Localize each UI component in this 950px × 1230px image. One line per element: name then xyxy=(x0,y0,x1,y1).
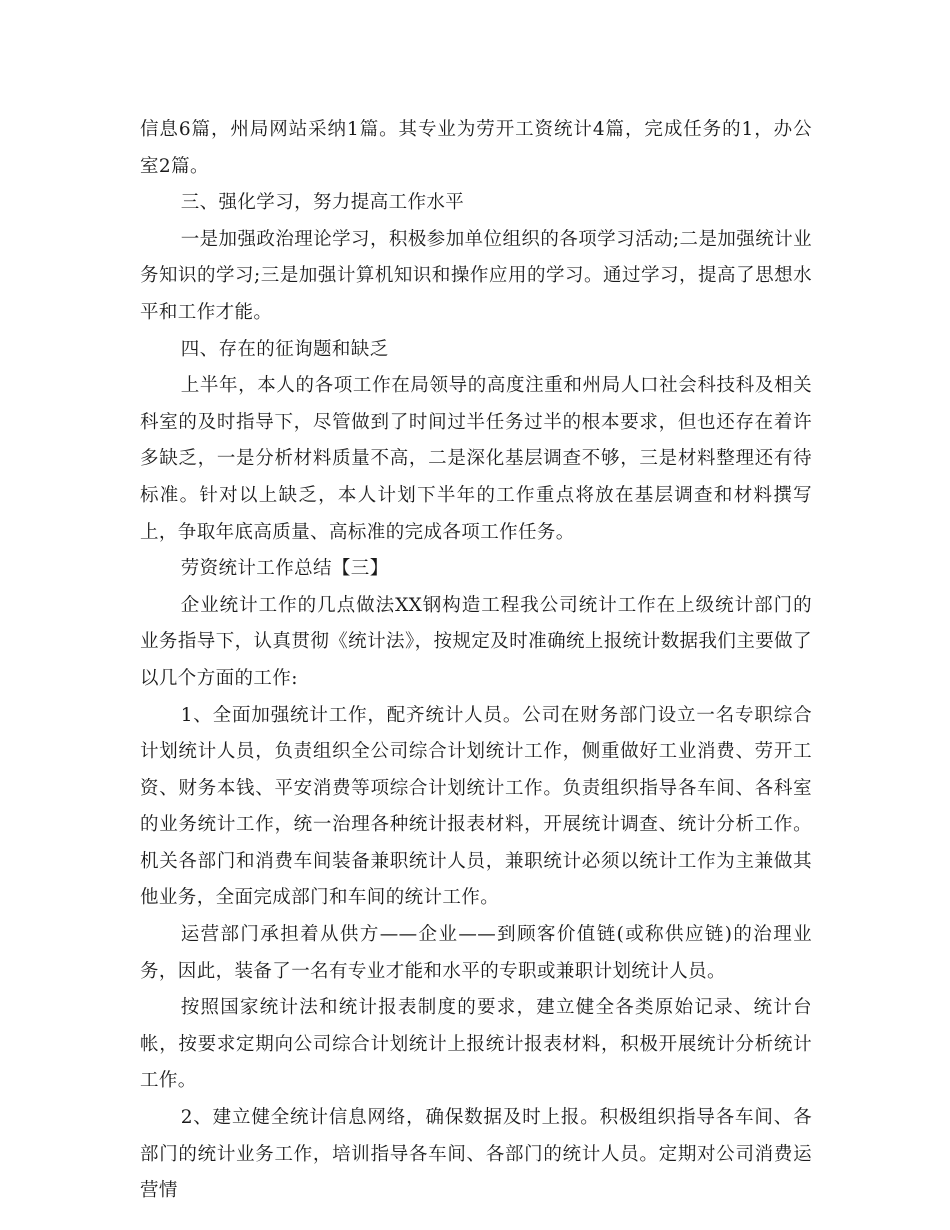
paragraph-continuation: 信息6篇，州局网站采纳1篇。其专业为劳开工资统计4篇，完成任务的1，办公室2篇。 xyxy=(140,119,812,177)
document-body xyxy=(140,112,812,1210)
paragraph-intro: 企业统计工作的几点做法XX钢构造工程我公司统计工作在上级统计部门的业务指导下，认真贯彻《统计法》，按规定及时准确统上报统计数据我们主要做了以几个方面的工作: xyxy=(140,594,812,689)
paragraph-problems: 上半年，本人的各项工作在局领导的高度注重和州局人口社会科技科及相关科室的及时指导下，尽管做到了时间过半任务过半的根本要求，但也还存在着许多缺乏，一是分析材料质量不高，二是深化基层调查不够，三是材料整理还有待标准。针对以上缺乏，本人计划下半年的工作重点将放在基层调查和材料撰写上，争取年底高质量、高标准的完成各项工作任务。 xyxy=(140,375,812,543)
paragraph-study: 一是加强政治理论学习，积极参加单位组织的各项学习活动;二是加强统计业务知识的学习;三是加强计算机知识和操作应用的学习。通过学习，提高了思想水平和工作才能。 xyxy=(140,228,812,323)
document-subtitle: 劳资统计工作总结【三】 xyxy=(180,558,389,580)
paragraph-point-2: 2、建立健全统计信息网络，确保数据及时上报。积极组织指导各车间、各部门的统计业务工作，培训指导各车间、各部门的统计人员。定期对公司消费运营情 xyxy=(140,1107,812,1202)
section-heading-4: 四、存在的征询题和缺乏 xyxy=(180,338,389,360)
paragraph-operations: 运营部门承担着从供方——企业——到顾客价值链(或称供应链)的治理业务，因此，装备了一名有专业才能和水平的专职或兼职计划统计人员。 xyxy=(140,924,812,982)
paragraph-point-1: 1、全面加强统计工作，配齐统计人员。公司在财务部门设立一名专职综合计划统计人员，负责组织全公司综合计划统计工作，侧重做好工业消费、劳开工资、财务本钱、平安消费等项综合计划统计工作。负责组织指导各车间、各科室的业务统计工作，统一治理各种统计报表材料，开展统计调查、统计分析工作。机关各部门和消费车间装备兼职统计人员，兼职统计必须以统计工作为主兼做其他业务，全面完成部门和车间的统计工作。 xyxy=(140,704,812,909)
paragraph-records: 按照国家统计法和统计报表制度的要求，建立健全各类原始记录、统计台帐，按要求定期向公司综合计划统计上报统计报表材料，积极开展统计分析统计工作。 xyxy=(140,997,812,1092)
section-heading-3: 三、强化学习，努力提高工作水平 xyxy=(180,192,465,214)
